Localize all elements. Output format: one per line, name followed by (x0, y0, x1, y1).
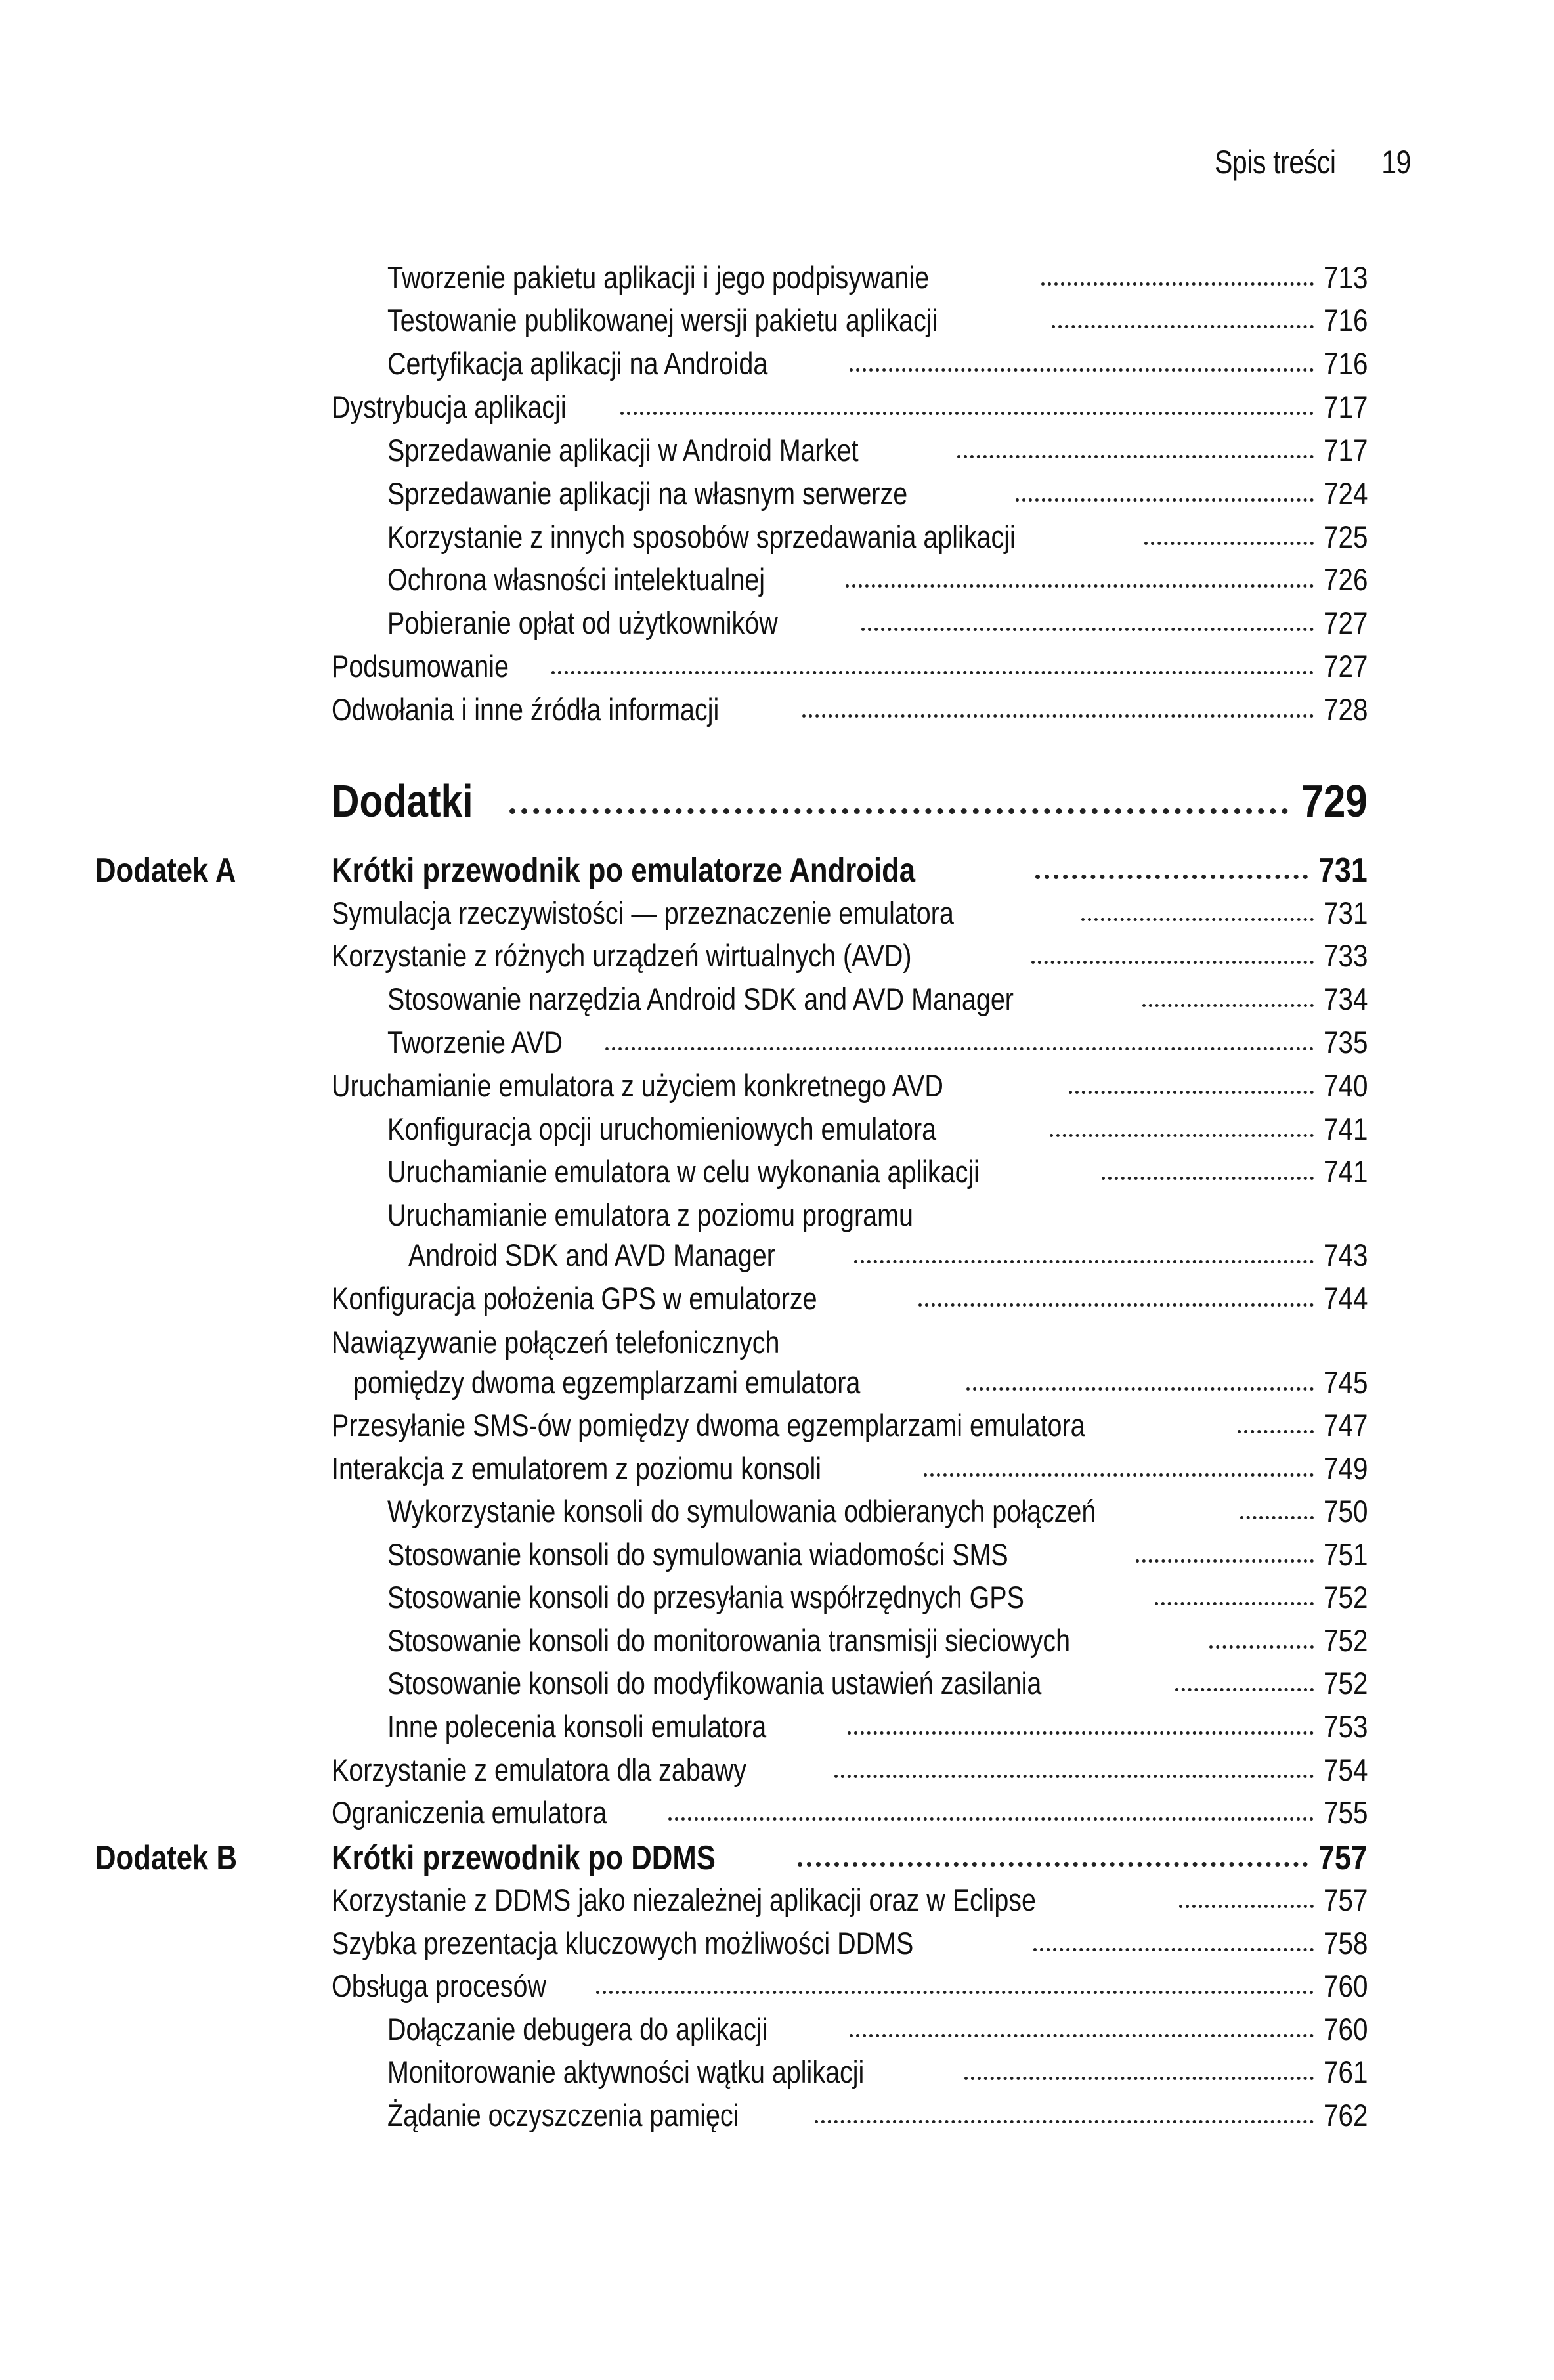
toc-entry-page: 713 (1323, 260, 1368, 295)
toc-entry-page: 740 (1323, 1068, 1368, 1103)
toc-entry-page: 741 (1323, 1154, 1368, 1189)
appendix-b-title: Krótki przewodnik po DDMS (332, 1839, 716, 1877)
toc-entry-page: 747 (1323, 1408, 1368, 1442)
toc-entry-page: 733 (1323, 938, 1368, 973)
toc-entry-page: 760 (1323, 1968, 1368, 2003)
toc-entry[interactable] (332, 895, 1368, 932)
toc-entry-label: Stosowanie konsoli do monitorowania transmisji sieciowych (387, 1623, 1071, 1658)
toc-entry[interactable] (387, 605, 1368, 641)
appendix-b-title-entry[interactable] (332, 1840, 1368, 1876)
toc-entry-label: Symulacja rzeczywistości — przeznaczenie emulatora (332, 896, 954, 930)
toc-entry[interactable] (387, 1622, 1368, 1659)
dot-leader (850, 2034, 1314, 2037)
toc-entry-label: Stosowanie konsoli do symulowania wiadomości SMS (387, 1537, 1008, 1572)
toc-entry-page: 752 (1323, 1623, 1368, 1658)
toc-entry-page: 762 (1323, 2098, 1368, 2132)
toc-entry[interactable] (387, 1708, 1368, 1745)
dot-leader (924, 1473, 1313, 1477)
dot-leader (957, 455, 1313, 458)
dot-leader (1041, 282, 1313, 286)
toc-entry[interactable] (387, 345, 1368, 382)
toc-entry[interactable] (387, 519, 1368, 555)
toc-entry-page: 750 (1323, 1494, 1368, 1528)
toc-entry[interactable] (332, 1752, 1368, 1788)
dot-leader (605, 1047, 1314, 1050)
toc-entry-page: 717 (1323, 433, 1368, 467)
toc-entry[interactable] (387, 432, 1368, 469)
toc-entry[interactable] (387, 561, 1368, 598)
toc-entry-page: 726 (1323, 562, 1368, 597)
dot-leader (620, 412, 1314, 415)
toc-entry-page: 724 (1323, 476, 1368, 511)
toc-entry-label: Wykorzystanie konsoli do symulowania odbieranych połączeń (387, 1494, 1096, 1528)
toc-entry-label: Żądanie oczyszczenia pamięci (387, 2098, 739, 2132)
dot-leader (854, 1260, 1313, 1263)
appendix-a-title-entry[interactable] (332, 852, 1368, 889)
toc-entry[interactable] (332, 648, 1368, 685)
toc-entry-label: Uruchamianie emulatora w celu wykonania aplikacji (387, 1154, 980, 1189)
dot-leader (1069, 1091, 1313, 1094)
toc-entry-label-line1[interactable]: Nawiązywanie połączeń telefonicznych (332, 1325, 780, 1360)
toc-entry-page: 757 (1323, 1882, 1368, 1917)
toc-entry-label: Korzystanie z różnych urządzeń wirtualnych (AVD) (332, 938, 912, 973)
toc-entry-page: 752 (1323, 1580, 1368, 1614)
toc-entry-label: Korzystanie z DDMS jako niezależnej aplikacji oraz w Eclipse (332, 1882, 1036, 1917)
toc-entry[interactable] (387, 2097, 1368, 2134)
toc-entry-page: 727 (1323, 605, 1368, 640)
toc-entry-page: 751 (1323, 1537, 1368, 1572)
toc-entry-page: 754 (1323, 1752, 1368, 1787)
toc-entry-page: 741 (1323, 1112, 1368, 1146)
toc-entry[interactable] (387, 302, 1368, 339)
toc-entry-label: Sprzedawanie aplikacji na własnym serwerze (387, 476, 908, 511)
toc-entry-label: Dołączanie debugera do aplikacji (387, 2012, 768, 2046)
toc-entry-label: pomiędzy dwoma egzemplarzami emulatora (353, 1365, 861, 1400)
toc-entry[interactable] (353, 1364, 1368, 1401)
toc-entry-label: Korzystanie z emulatora dla zabawy (332, 1752, 746, 1787)
toc-entry-label: Szybka prezentacja kluczowych możliwości DDMS (332, 1926, 914, 1960)
toc-entry[interactable] (387, 981, 1368, 1018)
toc-entry-page: 743 (1323, 1238, 1368, 1272)
toc-entry-page: 717 (1323, 389, 1368, 424)
toc-entry-label-line1[interactable]: Uruchamianie emulatora z poziomu programu (387, 1198, 913, 1232)
dot-leader (1052, 325, 1314, 328)
dot-leader (1081, 918, 1313, 921)
toc-entry-page: 716 (1323, 303, 1368, 337)
dot-leader (964, 2077, 1314, 2080)
dot-leader (1238, 1430, 1313, 1433)
toc-entry-page: 745 (1323, 1365, 1368, 1400)
toc-entry-label: Monitorowanie aktywności wątku aplikacji (387, 2054, 865, 2089)
toc-entry-page: 753 (1323, 1709, 1368, 1744)
toc-entry-page: 760 (1323, 2012, 1368, 2046)
dot-leader (1031, 961, 1314, 964)
toc-entry[interactable] (332, 389, 1368, 425)
toc-entry-page: 731 (1323, 896, 1368, 930)
toc-entry-page: 727 (1323, 649, 1368, 683)
toc-entry[interactable] (332, 938, 1368, 974)
toc-entry-label: Sprzedawanie aplikacji w Android Market (387, 433, 859, 467)
toc-entry-label: Uruchamianie emulatora z użyciem konkretnego AVD (332, 1068, 943, 1103)
toc-entry-page: 735 (1323, 1025, 1368, 1060)
dot-leader (1016, 498, 1314, 502)
toc-entry[interactable] (332, 1450, 1368, 1487)
dot-leader (1144, 542, 1314, 545)
appendix-b-tag: Dodatek B (95, 1839, 238, 1877)
toc-entry-page: 752 (1323, 1666, 1368, 1700)
toc-entry-page: 758 (1323, 1926, 1368, 1960)
toc-entry-label: Obsługa procesów (332, 1968, 546, 2003)
appendix-a-title: Krótki przewodnik po emulatorze Androida (332, 852, 916, 890)
toc-entry[interactable] (387, 1536, 1368, 1573)
toc-entry-label: Odwołania i inne źródła informacji (332, 692, 720, 727)
toc-entry-page: 734 (1323, 982, 1368, 1016)
dot-leader (1240, 1516, 1314, 1519)
toc-entry-label: Konfiguracja opcji uruchomieniowych emulatora (387, 1112, 937, 1146)
toc-part-page: 729 (1301, 775, 1368, 827)
toc-entry[interactable] (332, 1882, 1368, 1918)
dot-leader (1179, 1905, 1313, 1908)
appendix-a-tag: Dodatek A (95, 852, 236, 890)
dot-leader (596, 1991, 1313, 1994)
dot-leader (668, 1817, 1314, 1821)
toc-entry[interactable] (332, 1794, 1368, 1831)
toc-entry-label: Pobieranie opłat od użytkowników (387, 605, 778, 640)
toc-entry[interactable] (387, 1024, 1368, 1061)
running-head-title: Spis treści (1215, 144, 1336, 181)
running-head-page-number: 19 (1381, 144, 1411, 181)
toc-entry-label: Korzystanie z innych sposobów sprzedawania aplikacji (387, 519, 1016, 554)
toc-entry-page: 716 (1323, 346, 1368, 381)
toc-entry-label: Certyfikacja aplikacji na Androida (387, 346, 768, 381)
dot-leader (861, 628, 1314, 631)
toc-entry[interactable] (387, 1111, 1368, 1148)
toc-entry-label: Stosowanie narzędzia Android SDK and AVD Manager (387, 982, 1014, 1016)
running-head (1215, 143, 1411, 181)
dot-leader (509, 808, 1289, 814)
toc-entry[interactable] (387, 1493, 1368, 1530)
toc-entry[interactable] (408, 1237, 1368, 1274)
toc-entry[interactable] (387, 1579, 1368, 1616)
toc-entry-label: Podsumowanie (332, 649, 509, 683)
dot-leader (918, 1303, 1313, 1307)
dot-leader (1136, 1559, 1314, 1563)
dot-leader (1050, 1134, 1313, 1137)
dot-leader (1102, 1177, 1314, 1180)
toc-entry-label: Android SDK and AVD Manager (408, 1238, 775, 1272)
dot-leader (1035, 875, 1308, 879)
dot-leader (834, 1775, 1313, 1778)
toc-entry-label: Interakcja z emulatorem z poziomu konsoli (332, 1451, 822, 1486)
toc-entry-label: Tworzenie pakietu aplikacji i jego podpisywanie (387, 260, 930, 295)
dot-leader (850, 368, 1314, 372)
dot-leader (798, 1862, 1308, 1867)
dot-leader (846, 584, 1313, 588)
dot-leader (1142, 1004, 1314, 1007)
dot-leader (1155, 1602, 1314, 1605)
toc-entry[interactable] (387, 2011, 1368, 2048)
appendix-b-page: 757 (1318, 1839, 1368, 1877)
dot-leader (815, 2120, 1313, 2123)
toc-entry[interactable] (332, 1068, 1368, 1104)
toc-entry[interactable] (332, 1407, 1368, 1444)
dot-leader (802, 714, 1314, 718)
toc-entry-label: Stosowanie konsoli do przesyłania współrzędnych GPS (387, 1580, 1024, 1614)
toc-entry-label: Dystrybucja aplikacji (332, 389, 567, 424)
toc-entry-label: Stosowanie konsoli do modyfikowania ustawień zasilania (387, 1666, 1042, 1700)
dot-leader (551, 671, 1313, 674)
toc-entry-page: 761 (1323, 2054, 1368, 2089)
toc-entry[interactable] (387, 475, 1368, 512)
toc-entry[interactable] (387, 259, 1368, 296)
toc-part-label: Dodatki (332, 775, 473, 827)
dot-leader (966, 1387, 1314, 1391)
toc-part-heading[interactable] (332, 775, 1368, 827)
toc-entry-page: 728 (1323, 692, 1368, 727)
toc-entry-label: Konfiguracja położenia GPS w emulatorze (332, 1281, 817, 1316)
toc-entry-page: 725 (1323, 519, 1368, 554)
toc-entry[interactable] (387, 1665, 1368, 1702)
dot-leader (1175, 1688, 1313, 1691)
dot-leader (848, 1731, 1313, 1735)
toc-entry-label: Ograniczenia emulatora (332, 1795, 607, 1830)
toc-entry-page: 755 (1323, 1795, 1368, 1830)
toc-entry-page: 744 (1323, 1281, 1368, 1316)
toc-entry[interactable] (332, 1968, 1368, 2004)
toc-entry-label: Inne polecenia konsoli emulatora (387, 1709, 767, 1744)
dot-leader (1033, 1948, 1313, 1951)
toc-entry-page: 749 (1323, 1451, 1368, 1486)
toc-entry[interactable] (387, 2054, 1368, 2090)
toc-entry[interactable] (332, 691, 1368, 728)
toc-entry-label: Ochrona własności intelektualnej (387, 562, 765, 597)
toc-entry[interactable] (332, 1925, 1368, 1962)
toc-entry-label: Tworzenie AVD (387, 1025, 563, 1060)
toc-entry-label: Przesyłanie SMS-ów pomiędzy dwoma egzemplarzami emulatora (332, 1408, 1085, 1442)
toc-entry[interactable] (332, 1280, 1368, 1317)
toc-entry-label: Testowanie publikowanej wersji pakietu aplikacji (387, 303, 938, 337)
dot-leader (1209, 1645, 1313, 1649)
toc-entry[interactable] (387, 1154, 1368, 1190)
appendix-a-page: 731 (1318, 852, 1368, 890)
